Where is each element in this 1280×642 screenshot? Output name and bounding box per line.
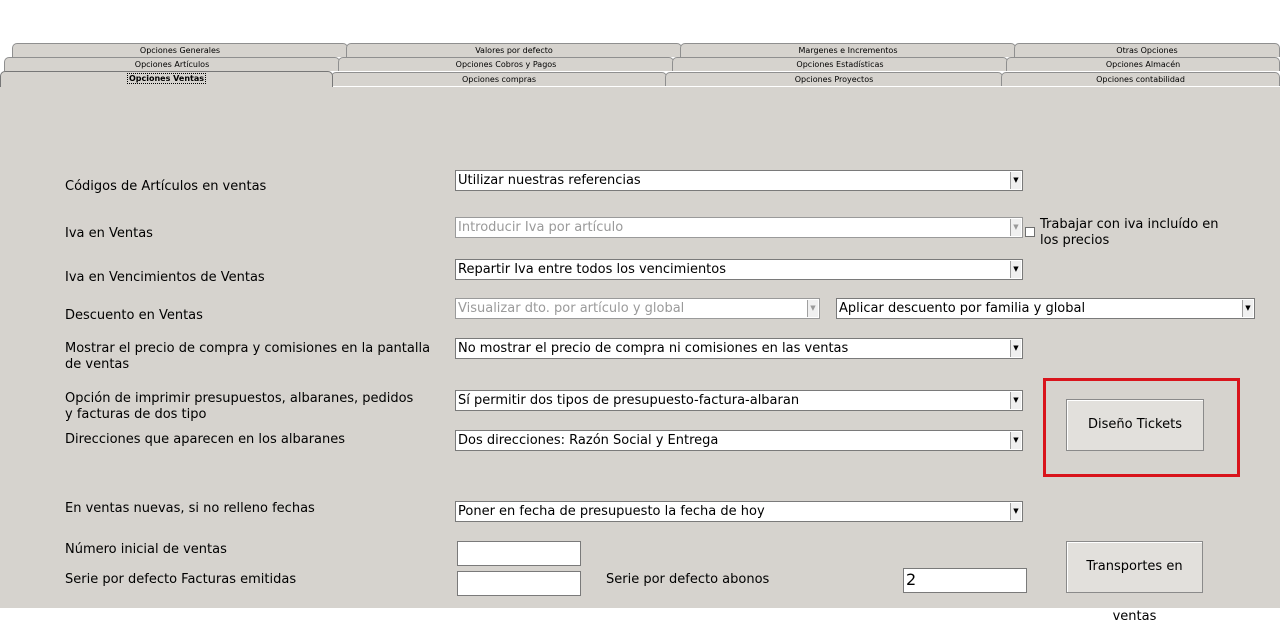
tab-opciones-proyectos[interactable] — [665, 72, 1003, 86]
chevron-down-icon[interactable]: ▼ — [1010, 340, 1021, 357]
iva-incluido-label: Trabajar con iva incluído en los precios — [1040, 217, 1219, 248]
tab-label: Opciones Ventas — [128, 74, 205, 83]
select-value: Repartir Iva entre todos los vencimientos — [458, 262, 727, 277]
select-value: Visualizar dto. por artículo y global — [458, 301, 685, 316]
serie-abonos-label: Serie por defecto abonos — [606, 572, 770, 587]
tab-label: Opciones compras — [461, 75, 537, 84]
tab-otras-opciones[interactable] — [1014, 43, 1280, 57]
tab-label: Opciones Proyectos — [794, 75, 874, 84]
imprimir-dos-tipos-select[interactable] — [455, 390, 1023, 411]
select-value: Sí permitir dos tipos de presupuesto-factura-albaran — [458, 393, 800, 408]
chevron-down-icon[interactable]: ▼ — [1010, 172, 1021, 189]
serie-facturas-label: Serie por defecto Facturas emitidas — [65, 572, 297, 587]
select-value: Introducir Iva por artículo — [458, 220, 624, 235]
serie-facturas-input[interactable] — [457, 571, 581, 596]
select-value: Poner en fecha de presupuesto la fecha de hoy — [458, 504, 765, 519]
ventas-nuevas-fechas-select[interactable] — [455, 501, 1023, 522]
tab-opciones-estadisticas[interactable] — [672, 57, 1008, 71]
tab-label: Opciones Cobros y Pagos — [455, 60, 557, 69]
iva-incluido-checkbox[interactable] — [1025, 227, 1035, 237]
tab-opciones-contabilidad[interactable] — [1001, 72, 1280, 86]
select-value: No mostrar el precio de compra ni comisiones en las ventas — [458, 341, 849, 356]
tab-opciones-ventas[interactable] — [0, 71, 333, 87]
iva-ventas-select[interactable] — [455, 217, 1023, 238]
iva-vencimientos-select[interactable] — [455, 259, 1023, 280]
numero-inicial-input[interactable] — [457, 541, 581, 566]
tab-opciones-articulos[interactable] — [4, 57, 340, 71]
chevron-down-icon[interactable]: ▼ — [807, 300, 818, 317]
serie-abonos-input[interactable]: 2 — [903, 568, 1027, 593]
tab-valores-por-defecto[interactable] — [346, 43, 682, 57]
direcciones-albaranes-select[interactable] — [455, 430, 1023, 451]
imprimir-dos-tipos-label: Opción de imprimir presupuestos, albaranes, pedidos y facturas de dos tipo — [65, 391, 414, 422]
iva-vencimientos-label: Iva en Vencimientos de Ventas — [65, 270, 265, 285]
diseno-tickets-button[interactable]: Diseño Tickets — [1066, 399, 1204, 451]
tab-label: Otras Opciones — [1116, 46, 1178, 55]
numero-inicial-label: Número inicial de ventas — [65, 542, 227, 557]
tab-opciones-cobros-pagos[interactable] — [338, 57, 674, 71]
chevron-down-icon[interactable]: ▼ — [1242, 300, 1253, 317]
tab-opciones-compras[interactable] — [331, 72, 667, 86]
tab-label: Opciones Estadísticas — [796, 60, 884, 69]
tab-label: Opciones Artículos — [134, 60, 210, 69]
descuento-aplicar-select[interactable] — [836, 298, 1255, 319]
descuento-ventas-label: Descuento en Ventas — [65, 308, 203, 323]
descuento-visualizar-select[interactable] — [455, 298, 820, 319]
iva-ventas-label: Iva en Ventas — [65, 226, 153, 241]
select-value: Utilizar nuestras referencias — [458, 173, 641, 188]
chevron-down-icon[interactable]: ▼ — [1010, 392, 1021, 409]
tab-opciones-almacen[interactable] — [1006, 57, 1280, 71]
chevron-down-icon[interactable]: ▼ — [1010, 503, 1021, 520]
select-value: Aplicar descuento por familia y global — [839, 301, 1086, 316]
tab-opciones-generales[interactable] — [12, 43, 348, 57]
chevron-down-icon[interactable]: ▼ — [1010, 219, 1021, 236]
transportes-ventas-button[interactable]: Transportes en ventas — [1066, 541, 1203, 593]
ventas-nuevas-fechas-label: En ventas nuevas, si no relleno fechas — [65, 501, 315, 516]
tab-label: Valores por defecto — [475, 46, 553, 55]
precio-compra-select[interactable] — [455, 338, 1023, 359]
chevron-down-icon[interactable]: ▼ — [1010, 261, 1021, 278]
tab-label: Opciones Almacén — [1105, 60, 1181, 69]
chevron-down-icon[interactable]: ▼ — [1010, 432, 1021, 449]
tab-label: Margenes e Incrementos — [798, 46, 898, 55]
tab-label: Opciones Generales — [139, 46, 221, 55]
direcciones-albaranes-label: Direcciones que aparecen en los albaranes — [65, 432, 346, 447]
codigos-articulos-select[interactable] — [455, 170, 1023, 191]
select-value: Dos direcciones: Razón Social y Entrega — [458, 433, 719, 448]
codigos-articulos-label: Códigos de Artículos en ventas — [65, 179, 267, 194]
tab-margenes-incrementos[interactable] — [680, 43, 1016, 57]
tab-label: Opciones contabilidad — [1096, 75, 1185, 84]
precio-compra-label: Mostrar el precio de compra y comisiones en la pantalla de ventas — [65, 341, 431, 372]
